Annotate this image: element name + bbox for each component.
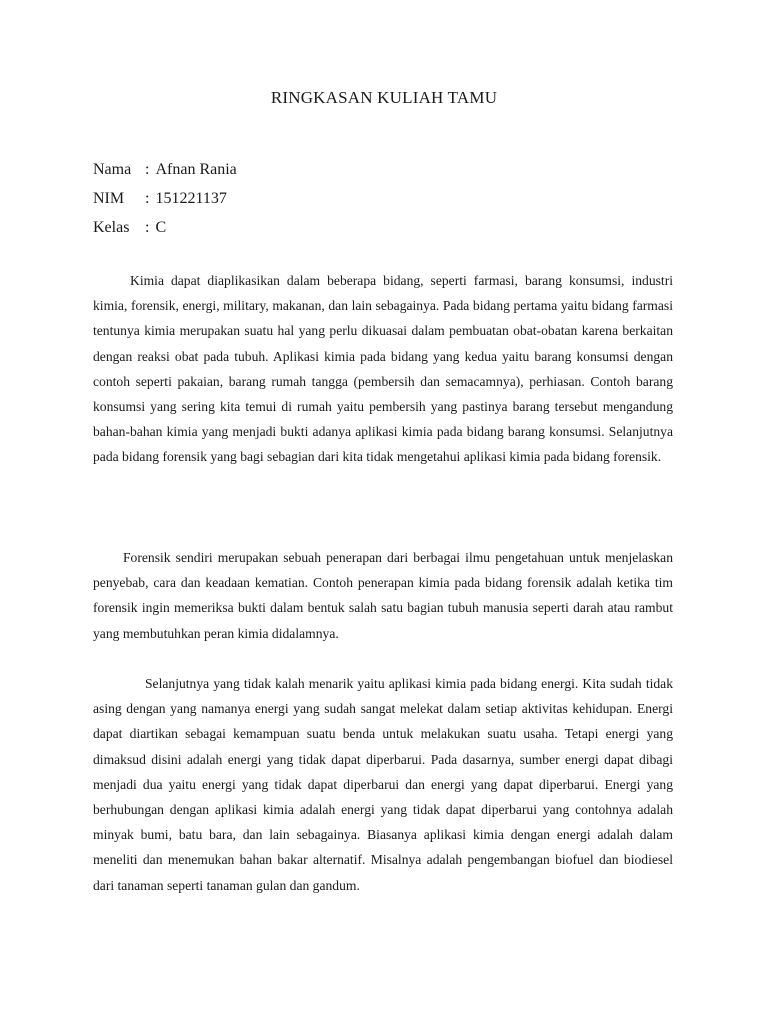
nim-label: NIM (93, 190, 125, 207)
nim-separator: : (145, 190, 150, 207)
kelas-separator: : (145, 219, 150, 236)
student-identity (93, 155, 237, 242)
paragraph-energy: Selanjutnya yang tidak kalah menarik yaitu aplikasi kimia pada bidang energi. Kita sudah tidak asing dengan yang namanya energi yang sudah sangat melekat dalam setiap aktivitas kehidupan. Energi dapat diartikan sebagai kemampuan suatu benda untuk melakukan suatu usaha. Tetapi energi yang dimaksud disini adalah energi yang tidak dapat diperbarui. Pada dasarnya, sumber energi dapat dibagi menjadi dua yaitu energi yang tidak dapat diperbarui dan energi yang dapat diperbarui. Energi yang berhubungan dengan aplikasi kimia adalah energi yang tidak dapat diperbarui yang contohnya adalah minyak bumi, batu bara, dan lain sebagainya. Biasanya aplikasi kimia dengan energi adalah dalam meneliti dan menemukan bahan bakar alternatif. Misalnya adalah pengembangan biofuel dan biodiesel dari tanaman seperti tanaman gulan dan gandum. (93, 676, 673, 893)
nim-row (93, 184, 237, 213)
kelas-label: Kelas (93, 219, 130, 236)
kelas-row (93, 213, 237, 242)
name-value: Afnan Rania (155, 161, 237, 178)
kelas-value: C (155, 219, 167, 236)
name-row (93, 155, 237, 184)
paragraph-applications: Kimia dapat diaplikasikan dalam beberapa bidang, seperti farmasi, barang konsumsi, industri kimia, forensik, energi, military, makanan, dan lain sebagainya. Pada bidang pertama yaitu bidang farmasi tentunya kimia merupakan suatu hal yang perlu dikuasai dalam pembuatan obat-obatan karena berkaitan dengan reaksi obat pada tubuh. Aplikasi kimia pada bidang yang kedua yaitu barang konsumsi dengan contoh seperti pakaian, barang rumah tangga (pembersih dan semacamnya), perhiasan. Contoh barang konsumsi yang sering kita temui di rumah yaitu pembersih yang pastinya barang tersebut mengandung bahan-bahan kimia yang menjadi bukti adanya aplikasi kimia pada bidang barang konsumsi. Selanjutnya pada bidang forensik yang bagi sebagian dari kita tidak mengetahui aplikasi kimia pada bidang forensik. (93, 273, 673, 465)
name-label: Nama (93, 161, 132, 178)
name-separator: : (145, 161, 150, 178)
document-title: RINGKASAN KULIAH TAMU (270, 88, 498, 107)
nim-value: 151221137 (155, 190, 227, 207)
paragraph-forensics: Forensik sendiri merupakan sebuah penerapan dari berbagai ilmu pengetahuan untuk menjelaskan penyebab, cara dan keadaan kematian. Contoh penerapan kimia pada bidang forensik adalah ketika tim forensik ingin memeriksa bukti dalam bentuk salah satu bagian tubuh manusia seperti darah atau rambut yang membutuhkan peran kimia didalamnya. (93, 550, 673, 641)
